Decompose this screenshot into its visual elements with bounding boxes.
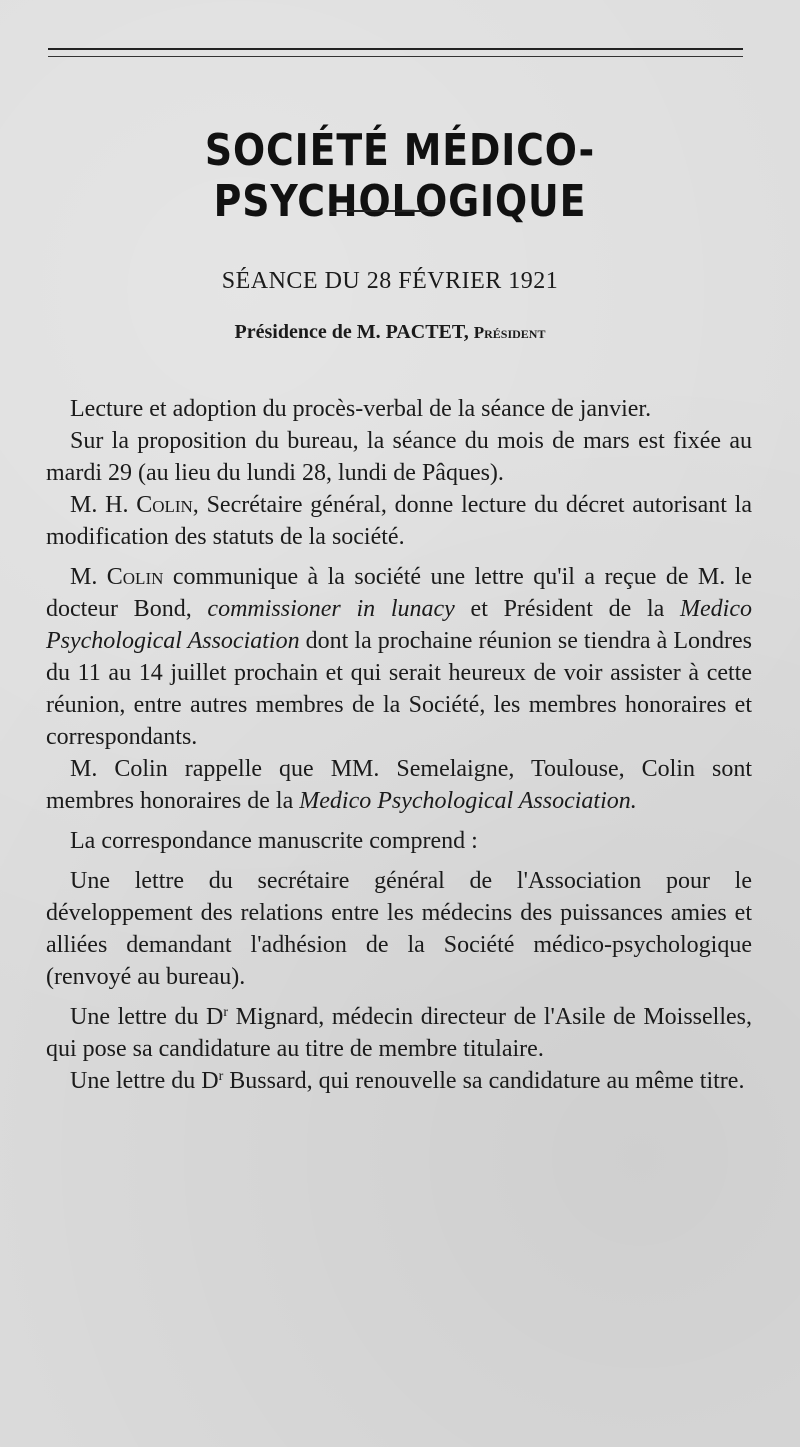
paragraph-4-text-a: communique à la société une lettre qu'il a reçue de M. le docteur Bond, — [46, 564, 752, 622]
paragraph-7: Une lettre du secrétaire général de l'Association pour le développement des relations entre les médecins des puissances amies et alliées demandant l'adhésion de la Société médico-psychologique (renvoyé au bureau). — [46, 868, 752, 990]
speaker-name: M. H. Colin, — [70, 492, 199, 518]
paragraph-6: La correspondance manuscrite comprend : — [70, 828, 478, 854]
paragraph-4 — [46, 561, 752, 753]
paragraph-5 — [46, 753, 752, 817]
paragraph-4-italic-1: commissioner in lunacy — [207, 596, 455, 622]
presidency-role: Président — [473, 323, 546, 342]
top-rule-thin — [48, 56, 743, 57]
paragraph-5-text: M. Colin rappelle que MM. Semelaigne, Toulouse, Colin sont membres honoraires de la — [46, 756, 752, 814]
session-heading: SÉANCE DU 28 FÉVRIER 1921 — [221, 268, 559, 294]
top-rule — [48, 48, 743, 50]
paragraph-3-text: Secrétaire général, donne lecture du décret autorisant la modification des statuts de la société. — [46, 492, 752, 550]
paragraph-8-sup: r — [223, 1005, 229, 1020]
paragraph-8-text-b: Mignard, médecin directeur de l'Asile de Moisselles, qui pose sa candidature au titre de membre titulaire. — [46, 1004, 752, 1062]
presidency-prefix: Présidence de M. PACTET, — [234, 321, 469, 343]
paragraph-4-italic-2: Medico Psychological Association — [46, 596, 752, 654]
paragraph-1: Lecture et adoption du procès-verbal de la séance de janvier. — [70, 396, 652, 422]
paragraph-5-italic: Medico Psychological Association. — [299, 788, 637, 814]
title-divider — [330, 210, 440, 212]
paragraph-9-text-b: Bussard, qui renouvelle sa candidature au même titre. — [223, 1068, 745, 1094]
minutes-body — [46, 393, 752, 1097]
paragraph-9 — [46, 1065, 752, 1097]
paragraph-4-text-b: et Président de la — [454, 596, 681, 622]
speaker-name: M. Colin — [70, 564, 164, 590]
society-title: SOCIÉTÉ MÉDICO-PSYCHOLOGIQUE — [204, 125, 596, 227]
paragraph-2: Sur la proposition du bureau, la séance du mois de mars est fixée au mardi 29 (au lieu du lundi 28, lundi de Pâques). — [46, 428, 752, 486]
paragraph-9-text-a: Une lettre du D — [70, 1068, 219, 1094]
presidency-line — [0, 321, 780, 344]
paragraph-3 — [46, 489, 752, 553]
paragraph-8-text-a: Une lettre du D — [70, 1004, 224, 1030]
paragraph-8 — [46, 1001, 752, 1065]
paragraph-9-sup: r — [218, 1069, 224, 1084]
paragraph-4-text-c: dont la prochaine réunion se tiendra à Londres du 11 au 14 juillet prochain et qui serait heureux de voir assister à cette réunion, entre autres membres de la Société, les membres honoraires et correspondants. — [46, 628, 752, 750]
